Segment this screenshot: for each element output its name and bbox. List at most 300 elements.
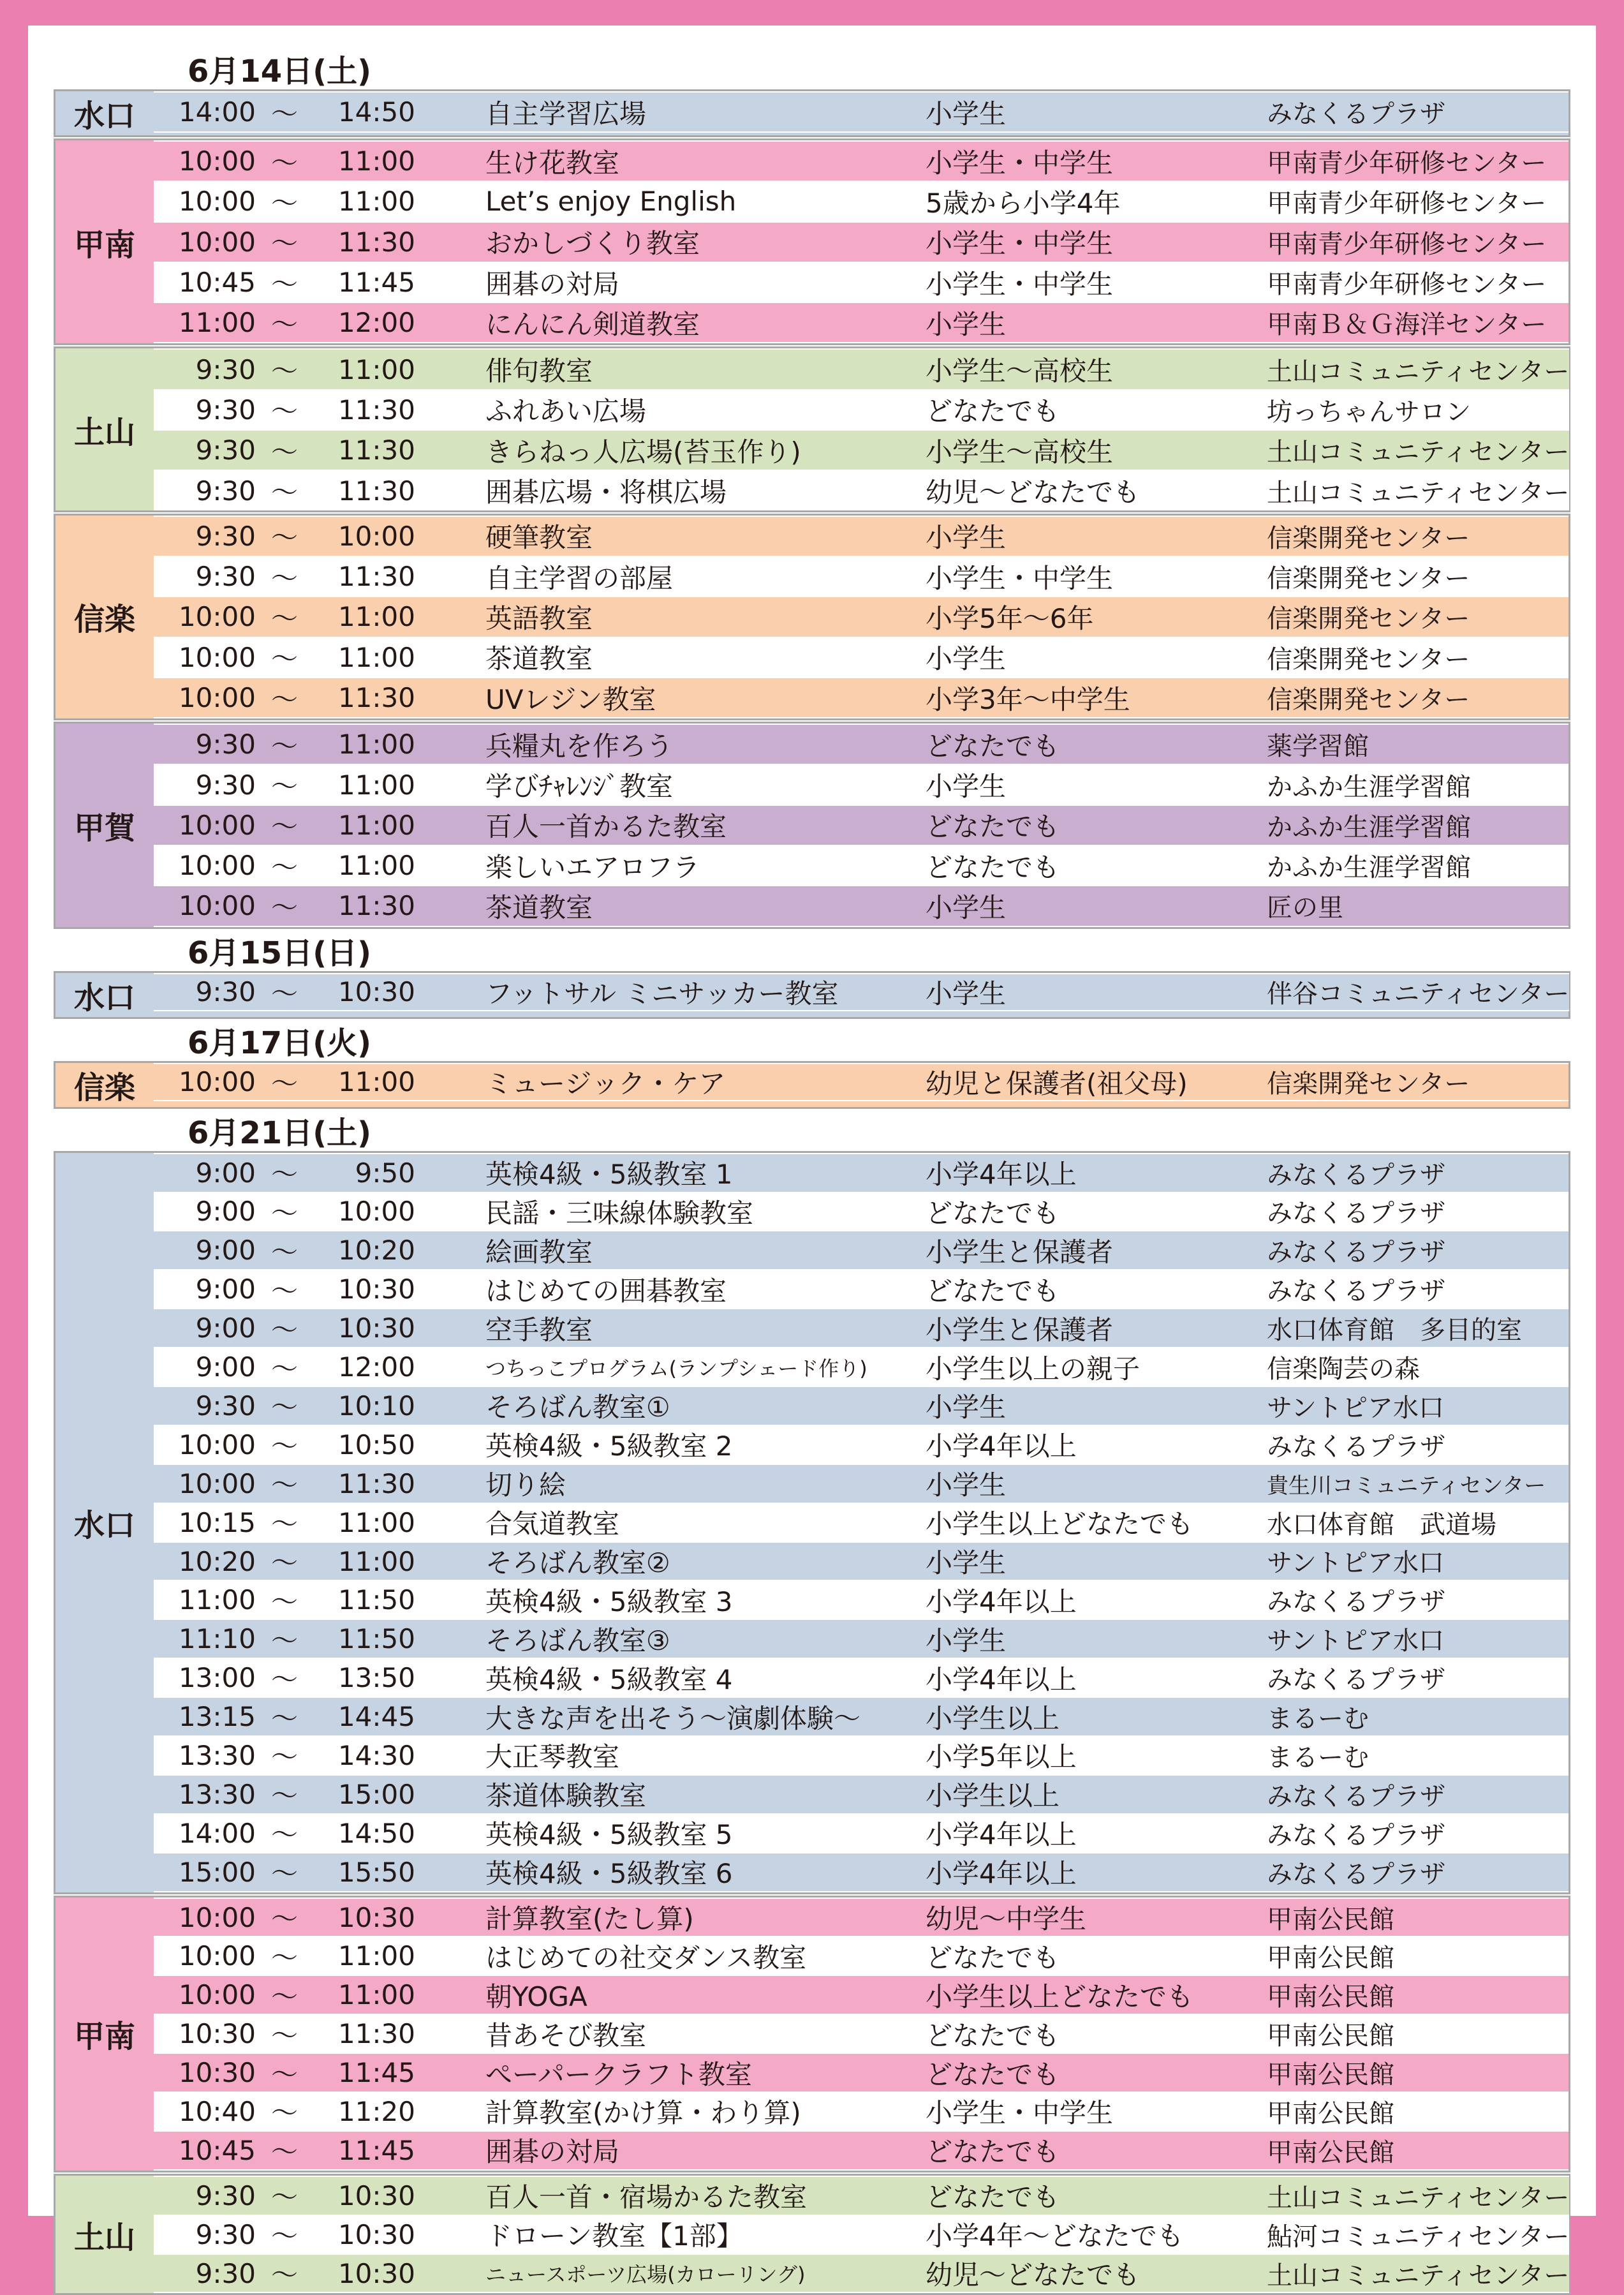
event-target: どなたでも xyxy=(926,811,1060,843)
event-venue: 坊っちゃんサロン xyxy=(1267,397,1471,427)
event-row xyxy=(154,1230,1569,1270)
event-row xyxy=(154,2053,1569,2093)
event-name: 百人一首・宿場かるた教室 xyxy=(485,2181,808,2213)
event-name: 英検4級・5級教室 1 xyxy=(485,1159,733,1191)
event-venue: 土山コミュニティセンター xyxy=(1267,2261,1570,2291)
event-name: おかしづくり教室 xyxy=(485,228,700,260)
event-venue: みなくるプラザ xyxy=(1267,1160,1445,1190)
start-time: 9:00 xyxy=(195,1351,256,1383)
start-time: 9:30 xyxy=(195,561,256,593)
time-separator: ～ xyxy=(270,730,298,762)
event-name: 自主学習広場 xyxy=(485,98,647,130)
event-row xyxy=(154,1541,1569,1582)
event-name: つちっこプログラム(ランプシェード作り) xyxy=(485,1356,867,1381)
event-time xyxy=(154,1270,485,1309)
end-time: 11:00 xyxy=(337,809,415,841)
event-target: 小学生以上の親子 xyxy=(926,1353,1140,1385)
end-time: 11:00 xyxy=(337,1545,415,1577)
event-target: 小学生・中学生 xyxy=(926,562,1114,594)
start-time: 9:00 xyxy=(195,1312,256,1344)
event-target: 幼児～どなたでも xyxy=(926,2259,1140,2291)
event-venue: 甲南公民館 xyxy=(1267,2137,1394,2167)
start-time: 9:30 xyxy=(195,434,256,466)
event-name: 茶道教室 xyxy=(485,643,593,675)
event-time xyxy=(154,1386,485,1425)
end-time: 15:00 xyxy=(337,1778,415,1810)
start-time: 9:00 xyxy=(195,1235,256,1266)
start-time: 11:00 xyxy=(178,1584,256,1616)
event-venue: 甲南青少年研修センター xyxy=(1267,149,1547,179)
event-venue: 鮎河コミュニティセンター xyxy=(1267,2222,1570,2252)
event-venue: 土山コミュニティセンター xyxy=(1267,2183,1570,2213)
start-time: 10:20 xyxy=(178,1545,256,1577)
event-row xyxy=(154,1774,1569,1815)
event-name: はじめての社交ダンス教室 xyxy=(485,1942,807,1973)
event-time xyxy=(154,2054,485,2092)
event-target: 小学4年以上 xyxy=(926,1858,1077,1890)
end-time: 10:30 xyxy=(337,1274,415,1305)
event-venue: 土山コミュニティセンター xyxy=(1267,438,1570,468)
start-time: 10:00 xyxy=(178,1901,256,1933)
time-separator: ～ xyxy=(270,1858,298,1890)
event-target: 小学生・中学生 xyxy=(926,268,1114,300)
end-time: 11:30 xyxy=(337,682,415,713)
time-separator: ～ xyxy=(270,1236,298,1268)
start-time: 9:30 xyxy=(195,2180,256,2211)
event-time xyxy=(154,1698,485,1736)
event-time xyxy=(154,638,485,676)
region-block xyxy=(54,722,1570,928)
event-target: 小学4年以上 xyxy=(926,1663,1077,1695)
event-venue: 甲南青少年研修センター xyxy=(1267,270,1547,300)
event-venue: 甲南青少年研修センター xyxy=(1267,189,1547,219)
event-row xyxy=(154,1937,1569,1975)
event-venue: みなくるプラザ xyxy=(1267,1238,1445,1268)
end-time: 11:30 xyxy=(337,1467,415,1499)
end-time: 11:30 xyxy=(337,2018,415,2050)
event-venue: サントピア水口 xyxy=(1267,1549,1444,1578)
event-venue: 土山コミュニティセンター xyxy=(1267,478,1570,508)
event-name: 百人一首かるた教室 xyxy=(485,811,727,843)
event-venue: 水口体育館 多目的室 xyxy=(1267,1316,1522,1346)
event-time xyxy=(154,142,485,181)
event-time xyxy=(154,1814,485,1852)
event-time xyxy=(154,2092,485,2130)
event-rows xyxy=(154,348,1569,510)
end-time: 11:45 xyxy=(337,2134,415,2166)
event-time xyxy=(154,1231,485,1270)
event-row xyxy=(154,1426,1569,1464)
end-time: 10:30 xyxy=(337,2180,415,2211)
event-time xyxy=(154,223,485,261)
time-separator: ～ xyxy=(270,2058,298,2090)
event-time xyxy=(154,390,485,429)
region-block xyxy=(54,2174,1570,2295)
start-time: 10:00 xyxy=(178,682,256,713)
event-venue: 信楽開発センター xyxy=(1267,604,1470,634)
start-time: 10:00 xyxy=(178,1467,256,1499)
event-name: 茶道教室 xyxy=(485,891,593,923)
time-separator: ～ xyxy=(270,1980,298,2012)
event-row xyxy=(154,2093,1569,2130)
event-time xyxy=(154,558,485,596)
event-name: にんにん剣道教室 xyxy=(485,308,700,340)
event-target: 小学生 xyxy=(926,522,1007,554)
start-time: 9:30 xyxy=(195,475,256,507)
event-time xyxy=(154,1192,485,1231)
end-time: 10:30 xyxy=(337,1901,415,1933)
start-time: 10:15 xyxy=(178,1506,256,1538)
time-separator: ～ xyxy=(270,1353,298,1385)
event-row xyxy=(154,1975,1569,2015)
end-time: 10:30 xyxy=(337,2218,415,2250)
start-time: 10:00 xyxy=(178,890,256,922)
start-time: 13:30 xyxy=(178,1778,256,1810)
end-time: 11:50 xyxy=(337,1584,415,1616)
event-row xyxy=(154,973,1569,1011)
start-time: 10:00 xyxy=(178,1979,256,2011)
event-venue: みなくるプラザ xyxy=(1267,1781,1445,1811)
end-time: 11:45 xyxy=(337,267,415,299)
time-separator: ～ xyxy=(270,811,298,843)
event-rows xyxy=(154,1153,1569,1892)
end-time: 11:30 xyxy=(337,434,415,466)
event-name: 民謡・三味線体験教室 xyxy=(485,1197,754,1229)
region-label: 甲賀 xyxy=(73,810,135,846)
start-time: 11:10 xyxy=(178,1623,256,1655)
event-name: フットサル ミニサッカー教室 xyxy=(485,977,839,1009)
event-name: 英検4級・5級教室 5 xyxy=(485,1819,733,1851)
event-name: 俳句教室 xyxy=(485,355,593,387)
end-time: 11:00 xyxy=(337,850,415,882)
start-time: 9:30 xyxy=(195,2218,256,2250)
event-row xyxy=(154,302,1569,343)
start-time: 15:00 xyxy=(178,1856,256,1888)
event-row xyxy=(154,140,1569,182)
end-time: 11:00 xyxy=(337,186,415,218)
event-target: 小学生 xyxy=(926,643,1007,675)
event-venue: まるーむ xyxy=(1267,1742,1369,1772)
event-venue: 甲南公民館 xyxy=(1267,2098,1394,2128)
start-time: 10:00 xyxy=(178,226,256,258)
start-time: 10:00 xyxy=(178,145,256,177)
end-time: 9:50 xyxy=(355,1157,415,1189)
time-separator: ～ xyxy=(270,1942,298,1973)
event-target: 幼児～中学生 xyxy=(926,1903,1087,1935)
date-heading: 6月21日(土) xyxy=(188,1115,372,1151)
event-venue: 甲南公民館 xyxy=(1267,1943,1394,1973)
event-name: 英検4級・5級教室 4 xyxy=(485,1663,733,1695)
event-row xyxy=(154,2216,1569,2254)
event-row xyxy=(154,2176,1569,2216)
start-time: 13:00 xyxy=(178,1662,256,1694)
event-time xyxy=(154,472,485,510)
start-time: 9:30 xyxy=(195,2257,256,2289)
time-separator: ～ xyxy=(270,1780,298,1812)
event-target: 小学生 xyxy=(926,1469,1007,1501)
end-time: 11:20 xyxy=(337,2095,415,2127)
time-separator: ～ xyxy=(270,477,298,509)
event-target: どなたでも xyxy=(926,2136,1060,2168)
event-time xyxy=(154,1542,485,1580)
event-row xyxy=(154,1464,1569,1504)
event-row xyxy=(154,2130,1569,2171)
event-time xyxy=(154,1464,485,1503)
event-row xyxy=(154,2254,1569,2294)
event-target: どなたでも xyxy=(926,851,1060,883)
event-row xyxy=(154,1659,1569,1697)
event-target: 小学生・中学生 xyxy=(926,147,1114,179)
region-label: 水口 xyxy=(73,979,135,1016)
event-time xyxy=(154,1154,485,1192)
event-target: 小学生 xyxy=(926,891,1007,923)
event-time xyxy=(154,725,485,764)
time-separator: ～ xyxy=(270,147,298,179)
event-target: 幼児と保護者(祖父母) xyxy=(926,1067,1188,1099)
event-row xyxy=(154,1063,1569,1101)
event-venue: 信楽陶芸の森 xyxy=(1267,1355,1420,1385)
event-rows xyxy=(154,516,1569,718)
event-name: Let’s enjoy English xyxy=(485,186,737,218)
event-target: 小学生 xyxy=(926,308,1007,340)
time-separator: ～ xyxy=(270,1547,298,1578)
end-time: 11:30 xyxy=(337,890,415,922)
start-time: 14:00 xyxy=(178,96,256,128)
event-time xyxy=(154,264,485,302)
event-target: どなたでも xyxy=(926,1197,1060,1229)
event-venue: 信楽開発センター xyxy=(1267,644,1470,674)
event-name: ニュースポーツ広場(カローリング) xyxy=(485,2262,806,2287)
event-time xyxy=(154,1775,485,1813)
start-time: 9:30 xyxy=(195,394,256,426)
event-name: 計算教室(かけ算・わり算) xyxy=(485,2097,801,2129)
event-target: どなたでも xyxy=(926,1942,1060,1973)
region-block xyxy=(54,89,1570,137)
event-venue: 甲南公民館 xyxy=(1267,1905,1394,1935)
event-venue: 甲南青少年研修センター xyxy=(1267,229,1547,259)
time-separator: ～ xyxy=(270,1197,298,1229)
event-name: 切り絵 xyxy=(485,1469,566,1501)
start-time: 13:15 xyxy=(178,1701,256,1733)
end-time: 11:00 xyxy=(337,641,415,673)
event-row xyxy=(154,429,1569,471)
date-heading: 6月15日(日) xyxy=(188,935,372,971)
end-time: 14:45 xyxy=(337,1701,415,1733)
event-row xyxy=(154,596,1569,637)
event-row xyxy=(154,348,1569,390)
event-row xyxy=(154,390,1569,429)
event-venue: かふか生涯学習館 xyxy=(1267,772,1471,802)
time-separator: ～ xyxy=(270,1819,298,1851)
event-name: ミュージック・ケア xyxy=(485,1067,726,1099)
region-block xyxy=(54,346,1570,512)
start-time: 14:00 xyxy=(178,1817,256,1849)
event-time xyxy=(154,1853,485,1891)
start-time: 10:00 xyxy=(178,850,256,882)
start-time: 10:30 xyxy=(178,2018,256,2050)
end-time: 11:00 xyxy=(337,1506,415,1538)
event-target: どなたでも xyxy=(926,2058,1060,2090)
event-target: 小学3年～中学生 xyxy=(926,683,1130,715)
region-block xyxy=(54,1896,1570,2172)
event-name: 自主学習の部屋 xyxy=(485,562,674,594)
time-separator: ～ xyxy=(270,2259,298,2291)
time-separator: ～ xyxy=(270,643,298,675)
event-venue: 甲南公民館 xyxy=(1267,2060,1394,2090)
region-block xyxy=(54,1061,1570,1109)
event-time xyxy=(154,182,485,221)
end-time: 11:00 xyxy=(337,1979,415,2011)
event-name: 英検4級・5級教室 6 xyxy=(485,1858,733,1890)
time-separator: ～ xyxy=(270,1508,298,1540)
start-time: 9:30 xyxy=(195,976,256,1008)
event-venue: みなくるプラザ xyxy=(1267,1665,1445,1695)
event-name: 朝YOGA xyxy=(485,1980,587,2012)
start-time: 9:30 xyxy=(195,769,256,801)
event-venue: みなくるプラザ xyxy=(1267,100,1445,130)
event-venue: まるーむ xyxy=(1267,1704,1369,1734)
time-separator: ～ xyxy=(270,2019,298,2051)
event-time xyxy=(154,2176,485,2215)
start-time: 10:00 xyxy=(178,601,256,633)
event-name: 囲碁広場・将棋広場 xyxy=(485,477,727,509)
start-time: 10:00 xyxy=(178,1066,256,1098)
event-row xyxy=(154,516,1569,557)
event-target: 小学5年以上 xyxy=(926,1741,1077,1773)
start-time: 10:00 xyxy=(178,809,256,841)
end-time: 10:00 xyxy=(337,1196,415,1228)
event-rows xyxy=(154,973,1569,1017)
event-venue: 水口体育館 武道場 xyxy=(1267,1510,1496,1540)
end-time: 11:45 xyxy=(337,2057,415,2089)
date-heading: 6月17日(火) xyxy=(188,1025,372,1061)
event-venue: 信楽開発センター xyxy=(1267,685,1470,715)
time-separator: ～ xyxy=(270,1314,298,1346)
start-time: 11:00 xyxy=(178,307,256,339)
event-row xyxy=(154,1386,1569,1426)
event-rows xyxy=(154,1898,1569,2171)
event-target: 小学生と保護者 xyxy=(926,1314,1114,1346)
event-time xyxy=(154,2254,485,2292)
event-rows xyxy=(154,724,1569,926)
time-separator: ～ xyxy=(270,771,298,803)
time-separator: ～ xyxy=(270,683,298,715)
start-time: 10:00 xyxy=(178,1429,256,1460)
event-name: 硬筆教室 xyxy=(485,522,593,554)
end-time: 10:50 xyxy=(337,1429,415,1460)
event-row xyxy=(154,846,1569,885)
event-target: どなたでも xyxy=(926,730,1060,762)
event-target: 小学生以上 xyxy=(926,1780,1060,1812)
start-time: 10:45 xyxy=(178,2134,256,2166)
end-time: 11:50 xyxy=(337,1623,415,1655)
start-time: 13:30 xyxy=(178,1739,256,1771)
time-separator: ～ xyxy=(270,1586,298,1617)
time-separator: ～ xyxy=(270,1469,298,1501)
event-time xyxy=(154,1348,485,1386)
end-time: 11:00 xyxy=(337,145,415,177)
event-time xyxy=(154,1063,485,1101)
time-separator: ～ xyxy=(270,1392,298,1423)
event-venue: みなくるプラザ xyxy=(1267,1859,1445,1889)
event-row xyxy=(154,1348,1569,1386)
event-venue: 匠の里 xyxy=(1267,893,1343,923)
event-name: はじめての囲碁教室 xyxy=(485,1275,727,1307)
event-rows xyxy=(154,140,1569,343)
event-time xyxy=(154,1309,485,1348)
event-name: 合気道教室 xyxy=(485,1508,620,1540)
event-venue: サントピア水口 xyxy=(1267,1626,1444,1656)
time-separator: ～ xyxy=(270,977,298,1009)
time-separator: ～ xyxy=(270,562,298,594)
event-row xyxy=(154,1697,1569,1737)
event-venue: みなくるプラザ xyxy=(1267,1277,1445,1307)
start-time: 9:00 xyxy=(195,1157,256,1189)
event-name: ぺーパークラフト教室 xyxy=(485,2058,752,2090)
end-time: 11:00 xyxy=(337,729,415,761)
end-time: 12:00 xyxy=(337,307,415,339)
event-venue: 信楽開発センター xyxy=(1267,523,1470,553)
start-time: 9:00 xyxy=(195,1196,256,1228)
event-name: きらねっ人広場(苔玉作り) xyxy=(485,436,801,468)
event-target: 幼児～どなたでも xyxy=(926,477,1140,509)
region-label: 土山 xyxy=(73,2219,135,2255)
event-venue: 薬学習館 xyxy=(1267,732,1369,762)
event-target: 小学生 xyxy=(926,1624,1007,1656)
time-separator: ～ xyxy=(270,1663,298,1695)
end-time: 15:50 xyxy=(337,1856,415,1888)
event-target: 小学4年～どなたでも xyxy=(926,2220,1184,2252)
event-venue: 信楽開発センター xyxy=(1267,1069,1470,1099)
end-time: 10:30 xyxy=(337,2257,415,2289)
event-row xyxy=(154,805,1569,846)
event-time xyxy=(154,304,485,342)
start-time: 10:00 xyxy=(178,641,256,673)
event-venue: 伴谷コミュニティセンター xyxy=(1267,979,1570,1009)
start-time: 10:40 xyxy=(178,2095,256,2127)
event-name: 学びﾁｬﾚﾝｼﾞ教室 xyxy=(485,771,674,803)
region-block xyxy=(54,1151,1570,1894)
time-separator: ～ xyxy=(270,228,298,260)
end-time: 10:30 xyxy=(337,976,415,1008)
time-separator: ～ xyxy=(270,355,298,387)
event-name: 囲碁の対局 xyxy=(485,268,620,300)
event-name: 英検4級・5級教室 2 xyxy=(485,1430,733,1462)
event-row xyxy=(154,2015,1569,2053)
event-venue: みなくるプラザ xyxy=(1267,1199,1445,1229)
start-time: 9:30 xyxy=(195,1390,256,1422)
event-target: どなたでも xyxy=(926,2019,1060,2051)
time-separator: ～ xyxy=(270,1275,298,1307)
end-time: 11:00 xyxy=(337,769,415,801)
event-row xyxy=(154,1619,1569,1659)
event-target: どなたでも xyxy=(926,396,1060,427)
time-separator: ～ xyxy=(270,187,298,219)
event-target: 小学生 xyxy=(926,1392,1007,1423)
end-time: 14:50 xyxy=(337,96,415,128)
event-target: 小学生 xyxy=(926,771,1007,803)
event-name: 楽しいエアロフラ xyxy=(485,851,700,883)
time-separator: ～ xyxy=(270,1624,298,1656)
event-name: 茶道体験教室 xyxy=(485,1780,647,1812)
start-time: 9:00 xyxy=(195,1274,256,1305)
region-label: 甲南 xyxy=(73,227,135,263)
event-time xyxy=(154,847,485,885)
time-separator: ～ xyxy=(270,2181,298,2213)
event-target: 小学生以上 xyxy=(926,1702,1060,1734)
event-name: 大正琴教室 xyxy=(485,1741,620,1773)
event-target: 小学生 xyxy=(926,98,1007,130)
